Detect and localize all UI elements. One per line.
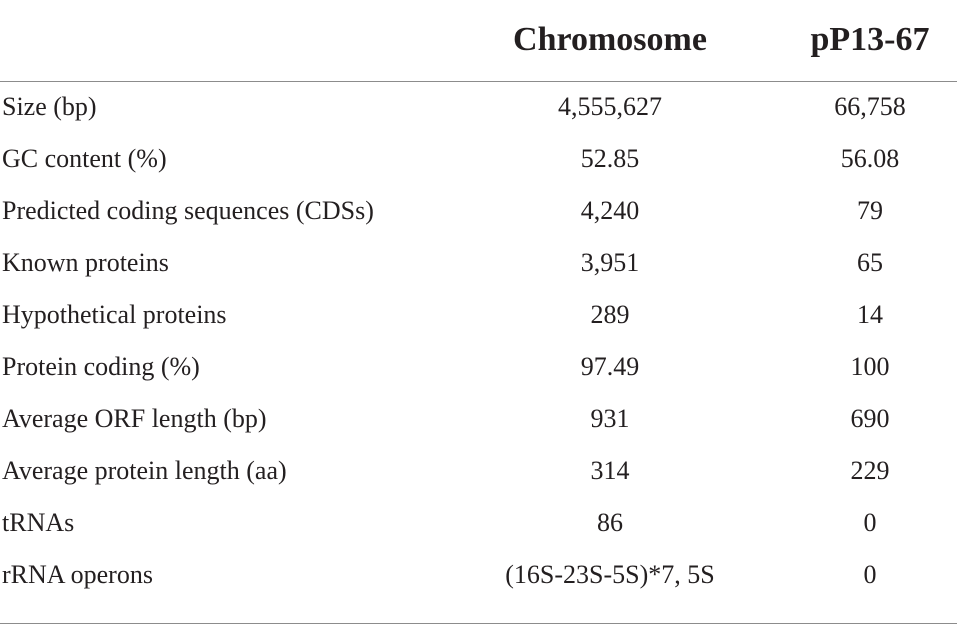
plasmid-value: 56.08 — [840, 144, 900, 173]
row-label: Hypothetical proteins — [2, 300, 227, 329]
plasmid-value: 690 — [850, 404, 890, 433]
row-label: tRNAs — [2, 508, 75, 537]
header-chromosome: Chromosome — [513, 21, 707, 58]
footer-rule — [0, 623, 957, 624]
plasmid-value: 65 — [857, 248, 883, 277]
table-row — [0, 134, 957, 186]
row-label: Size (bp) — [2, 92, 97, 121]
table-row — [0, 498, 957, 550]
row-label: GC content (%) — [2, 144, 167, 173]
table-header — [0, 0, 957, 80]
row-label: Average ORF length (bp) — [2, 404, 267, 433]
table-row — [0, 238, 957, 290]
table-row — [0, 394, 957, 446]
plasmid-value: 79 — [857, 196, 883, 225]
table-row — [0, 446, 957, 498]
table-row — [0, 82, 957, 134]
table-row — [0, 342, 957, 394]
chromosome-value: (16S-23S-5S)*7, 5S — [505, 560, 715, 589]
plasmid-value: 229 — [850, 456, 890, 485]
plasmid-value: 14 — [857, 300, 883, 329]
row-label: Average protein length (aa) — [2, 456, 287, 485]
table-body — [0, 82, 957, 602]
chromosome-value: 3,951 — [580, 248, 640, 277]
chromosome-value: 4,240 — [580, 196, 640, 225]
row-label: Known proteins — [2, 248, 169, 277]
chromosome-value: 931 — [590, 404, 630, 433]
row-label: Protein coding (%) — [2, 352, 200, 381]
table-row — [0, 550, 957, 602]
plasmid-value: 0 — [863, 508, 877, 537]
row-label: rRNA operons — [2, 560, 153, 589]
chromosome-value: 97.49 — [580, 352, 640, 381]
chromosome-value: 289 — [590, 300, 630, 329]
plasmid-value: 0 — [863, 560, 877, 589]
chromosome-value: 86 — [597, 508, 623, 537]
table-row — [0, 290, 957, 342]
plasmid-value: 100 — [850, 352, 890, 381]
table-row — [0, 186, 957, 238]
chromosome-value: 4,555,627 — [558, 92, 662, 121]
chromosome-value: 52.85 — [580, 144, 640, 173]
header-plasmid: pP13-67 — [810, 21, 930, 58]
row-label: Predicted coding sequences (CDSs) — [2, 196, 374, 225]
chromosome-value: 314 — [590, 456, 630, 485]
plasmid-value: 66,758 — [834, 92, 906, 121]
